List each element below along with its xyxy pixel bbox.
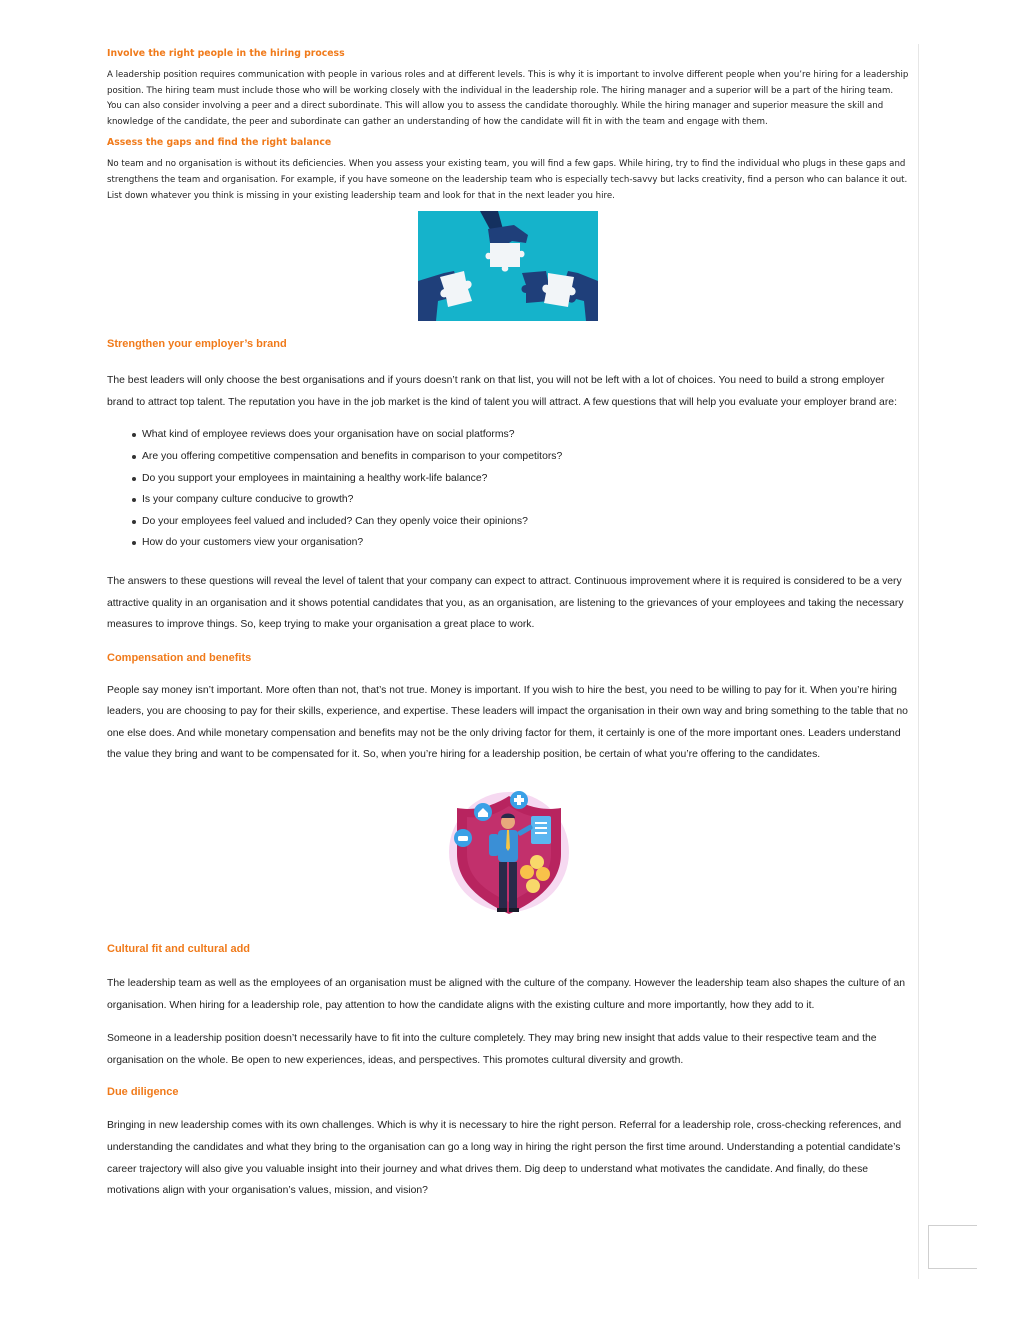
paragraph-involve: A leadership position requires communication with people in various roles and at different levels. This is why it is important to involve different people when you’re hiring for a leadership position. The hiring team must include those who will be working closely with the individual in the leadership role. The hiring manager and a superior will be a part of the hiring team. You can also consider involving a peer and a direct subordinate. This will allow you to assess the candidate thoroughly. While the hiring manager and superior measure the skill and knowledge of the candidate, the peer and subordinate can gather an understanding of how the candidate will fit in with the team and engage with them.	[107, 70, 909, 127]
heading-involve: Involve the right people in the hiring process	[107, 48, 345, 59]
paragraph-brand-intro: The best leaders will only choose the best organisations and if yours doesn’t rank on that list, you will not be left with a lot of choices. You need to build a strong employer brand to attract top talent. The reputation you have in the job market is the kind of talent you will attract. A few questions that will help you evaluate your employer brand are:	[107, 375, 897, 408]
paragraph-culture-2: Someone in a leadership position doesn’t necessarily have to fit into the culture completely. They may bring new insight that adds value to their respective team and the organisation on the whole. Be open to new experiences, ideas, and perspectives. This promotes cultural diversity and growth.	[107, 1033, 877, 1066]
heading-compensation: Compensation and benefits	[107, 651, 252, 664]
heading-brand: Strengthen your employer’s brand	[107, 338, 287, 351]
benefits-illustration	[447, 788, 572, 920]
puzzle-icon	[418, 211, 598, 321]
list-item: Is your company culture conducive to growth?	[142, 489, 910, 511]
brand-question-list	[107, 424, 910, 554]
content-divider	[918, 44, 919, 1279]
list-item: How do your customers view your organisation?	[142, 532, 910, 554]
heading-gaps: Assess the gaps and find the right balance	[107, 137, 332, 149]
list-item: Are you offering competitive compensation and benefits in comparison to your competitors?	[142, 446, 910, 468]
recaptcha-badge[interactable]	[928, 1225, 977, 1269]
paragraph-brand-outro: The answers to these questions will reveal the level of talent that your company can expect to attract. Continuous improvement where it is required is considered to be a very attractive quality in an organisation and it shows potential candidates that you, as an organisation, are listening to the grievances of your employees and taking the necessary measures to improve things. So, keep trying to make your organisation a great place to work.	[107, 575, 904, 631]
puzzle-illustration	[418, 211, 598, 321]
list-item: Do you support your employees in maintaining a healthy work-life balance?	[142, 468, 910, 490]
heading-culture: Cultural fit and cultural add	[107, 943, 251, 956]
paragraph-gaps: No team and no organisation is without its deficiencies. When you assess your existing team, you will find a few gaps. While hiring, try to find the individual who plugs in these gaps and strengthens the team and organisation. For example, if you have someone on the leadership team who is especially tech-savvy but lacks creativity, find a person who can balance it out. List down whatever you think is missing in your existing leadership team and look for that in the next leader you hire.	[107, 159, 908, 201]
heading-diligence: Due diligence	[107, 1086, 179, 1099]
paragraph-compensation: People say money isn’t important. More often than not, that’s not true. Money is important. If you wish to hire the best, you need to be willing to pay for it. When you’re hiring leaders, you are choosing to pay for their skills, experience, and expertise. These leaders will impact the organisation in their own way and bring something to the table that no one else does. And while monetary compensation and benefits may not be the only driving factor for them, it certainly is one of the more important ones. Leaders understand the value they bring and want to be compensated for it. So, when you’re hiring for a leadership position, be certain of what you’re offering to the candidates.	[107, 684, 908, 761]
list-item: What kind of employee reviews does your organisation have on social platforms?	[142, 424, 910, 446]
shield-icon	[447, 788, 572, 920]
list-item: Do your employees feel valued and included? Can they openly voice their opinions?	[142, 511, 910, 533]
paragraph-diligence: Bringing in new leadership comes with its own challenges. Which is why it is necessary to hire the right person. Referral for a leadership role, cross-checking references, and understanding the candidates and what they bring to the organisation can go a long way in hiring the right person the first time around. Understanding a potential candidate’s career trajectory will also give you valuable insight into their journey and what drives them. Dig deep to understand what motivates the candidate. And finally, do these motivations align with your organisation’s values, mission, and vision?	[107, 1120, 902, 1197]
article	[107, 44, 910, 1202]
paragraph-culture-1: The leadership team as well as the employees of an organisation must be aligned with the culture of the company. However the leadership team also shapes the culture of an organisation. When hiring for a leadership role, pay attention to how the candidate aligns with the existing culture and more importantly, how they add to it.	[107, 978, 906, 1011]
